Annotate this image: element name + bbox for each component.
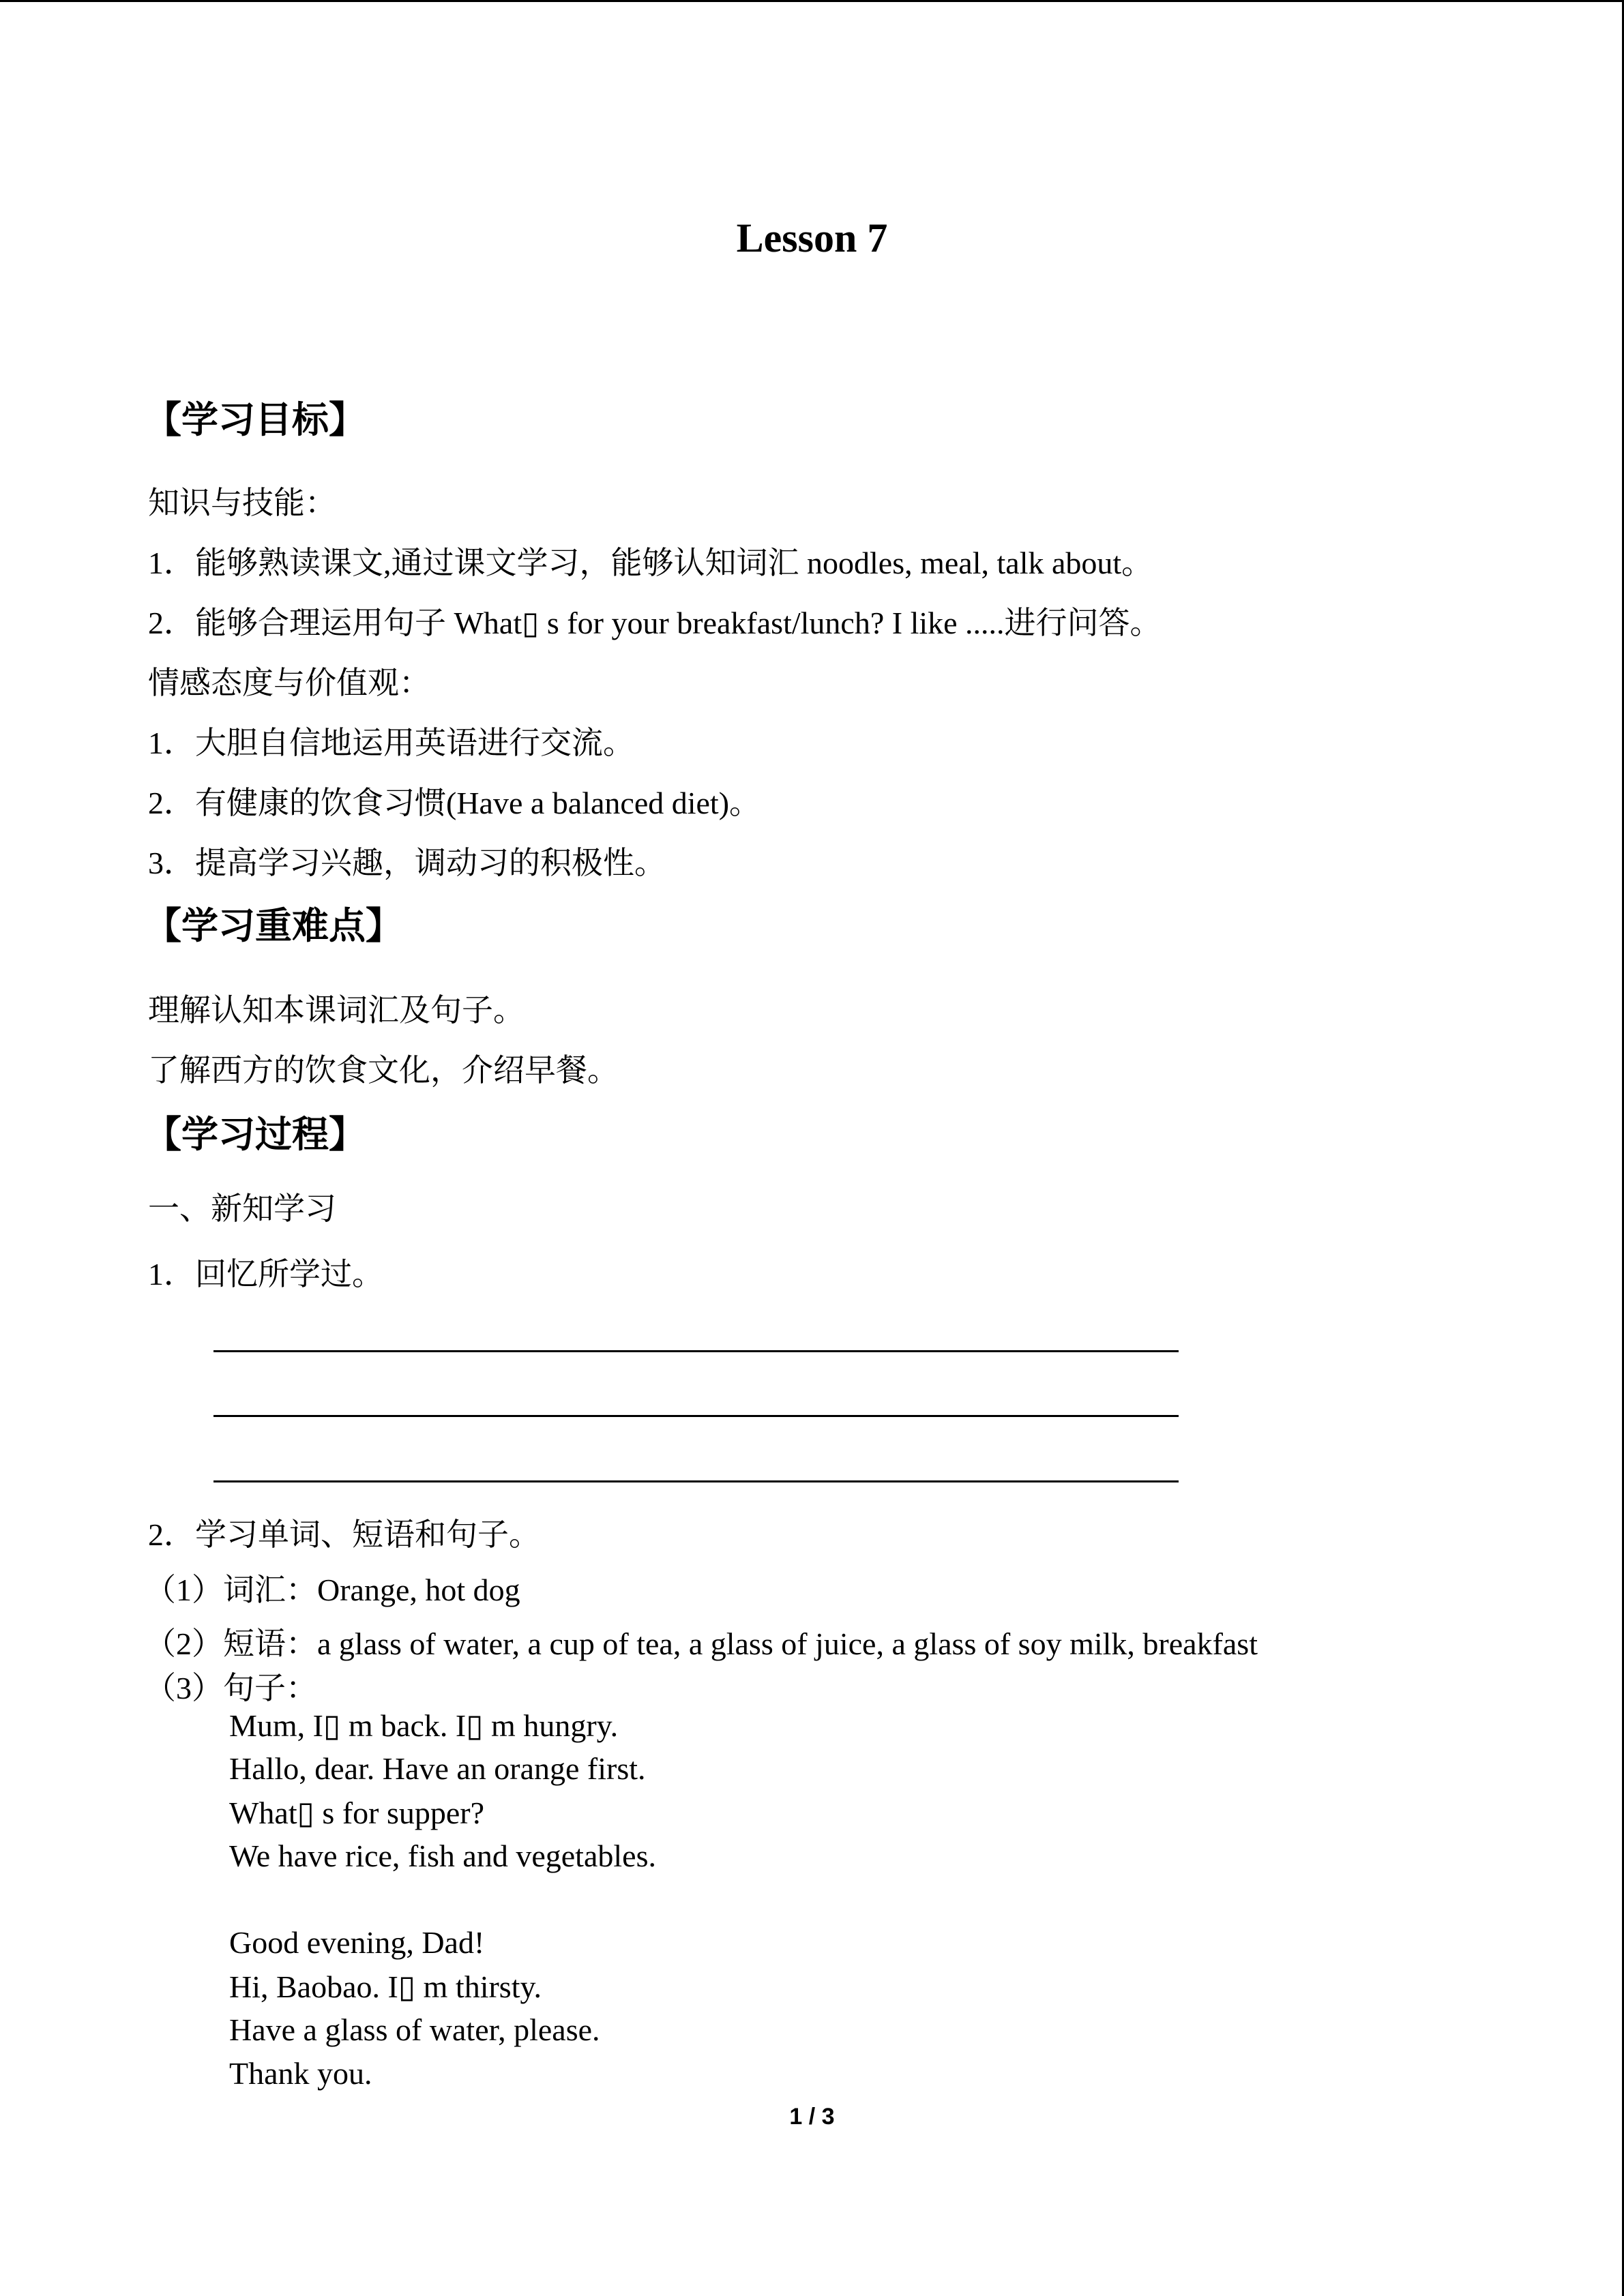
dialogue-line: Good evening, Dad! [229, 1925, 485, 1960]
attitude-item: 2．有健康的饮食习惯(Have a balanced diet)。 [148, 786, 761, 820]
dialogue-line: Hi, Baobao. I▯ m thirsty. [229, 1969, 542, 2004]
page-number: 1 / 3 [789, 2104, 835, 2130]
answer-blank-line[interactable] [213, 1480, 1179, 1482]
lesson-title: Lesson 7 [736, 215, 888, 260]
key-point-item: 理解认知本课词汇及句子。 [148, 993, 525, 1028]
phrases-line: （2）短语：a glass of water, a cup of tea, a glass of juice, a glass of soy milk, breakfast [145, 1626, 1258, 1661]
dialogue-line: Thank you. [229, 2056, 372, 2091]
attitude-item: 1．大胆自信地运用英语进行交流。 [148, 726, 634, 760]
answer-blank-line[interactable] [213, 1350, 1179, 1352]
knowledge-label: 知识与技能： [148, 486, 336, 520]
attitude-label: 情感态度与价值观： [148, 666, 430, 700]
knowledge-item: 2．能够合理运用句子 What▯ s for your breakfast/lunch? I like .....进行问答。 [148, 606, 1162, 640]
section-heading-objectives: 【学习目标】 [145, 400, 366, 441]
knowledge-item: 1．能够熟读课文,通过课文学习，能够认知词汇 noodles, meal, talk about。 [148, 546, 1153, 580]
dialogue-line: What▯ s for supper? [229, 1795, 485, 1830]
vocab-line: （1）词汇：Orange, hot dog [145, 1572, 520, 1607]
dialogue-line: Have a glass of water, please. [229, 2012, 600, 2047]
dialogue-line: Mum, I▯ m back. I▯ m hungry. [229, 1708, 619, 1743]
key-point-item: 了解西方的饮食文化，介绍早餐。 [148, 1053, 619, 1088]
attitude-item: 3．提高学习兴趣，调动习的积极性。 [148, 846, 666, 880]
answer-blank-line[interactable] [213, 1415, 1179, 1417]
step2-text: 2．学习单词、短语和句子。 [148, 1517, 540, 1552]
step1-text: 1．回忆所学过。 [148, 1257, 383, 1292]
part1-label: 一、新知学习 [148, 1191, 336, 1226]
sentences-label: （3）句子： [145, 1671, 317, 1705]
section-heading-key-points: 【学习重难点】 [145, 906, 402, 946]
dialogue-line: Hallo, dear. Have an orange first. [229, 1751, 646, 1786]
dialogue-line: We have rice, fish and vegetables. [229, 1838, 656, 1873]
section-heading-process: 【学习过程】 [145, 1114, 366, 1155]
